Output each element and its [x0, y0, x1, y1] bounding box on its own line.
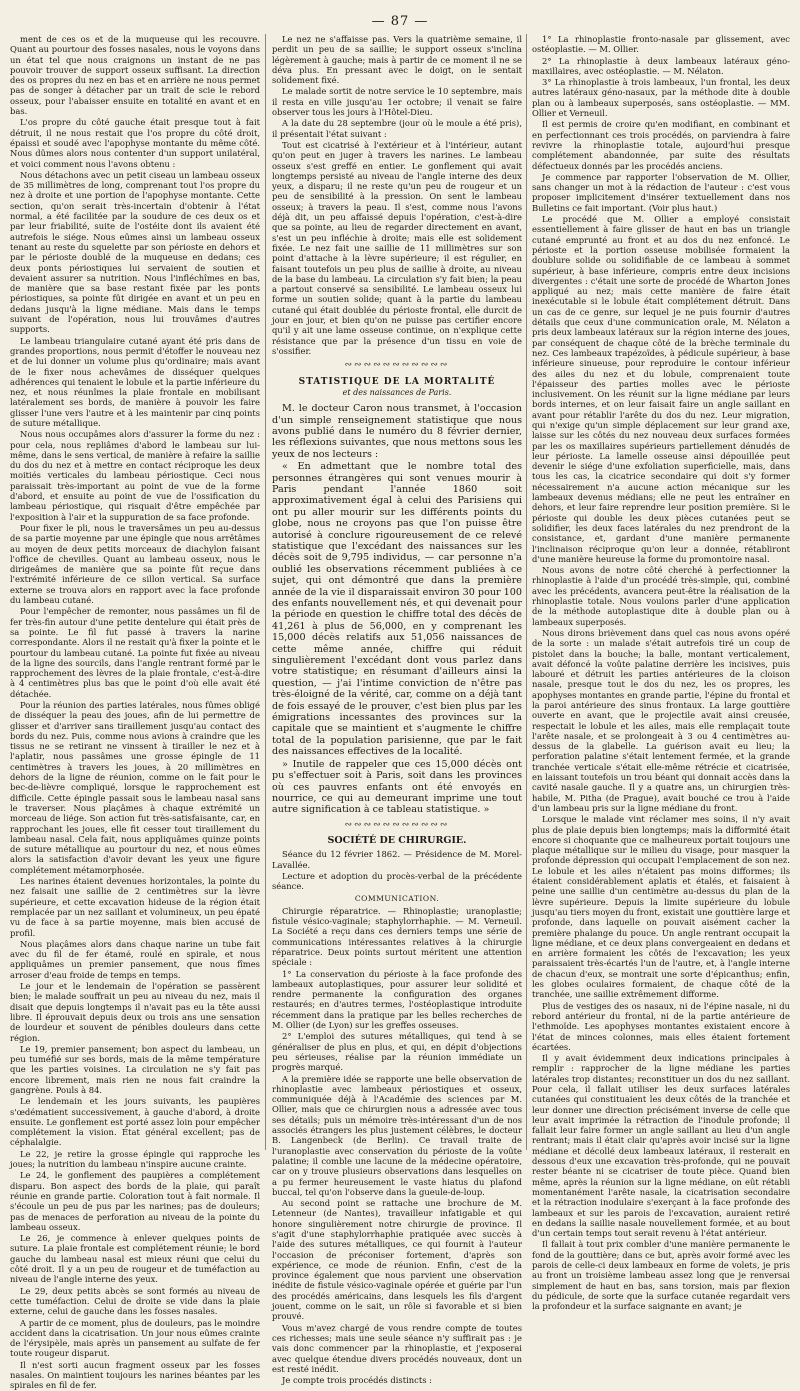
paragraph: Il est permis de croire qu'en modifiant, en combinant et en perfectionnant ces trois procédés, on parviendra à faire revivre la rhinoplastie totale, aujourd'hui presque complétement abandonnée, par suite des résultats défectueux donnés par les procédés anciens.	[532, 119, 790, 171]
paragraph: Le 22, je retire la grosse épingle qui rapproche les joues; la nutrition du lambeau n'inspire aucune crainte.	[10, 1148, 260, 1170]
session-line: Séance du 12 février 1862. — Présidence de M. Morel-Lavallée.	[272, 849, 522, 870]
paragraph: Le 29, deux petits abcès se sont formés au niveau de cette tuméfaction. Celui de droite se vide dans la plaie externe, celui de gauche dans les fosses nasales.	[10, 1285, 260, 1317]
paragraph: Vous m'avez chargé de vous rendre compte de toutes ces richesses; mais une seule séance n'y suffirait pas : je vais donc commencer par la rhinoplastie, et j'exposerai avec quelque étendue divers procédés nouveaux, dont un est resté inédit.	[272, 1322, 522, 1374]
paragraph: 1° La rhinoplastie fronto-nasale par glissement, avec ostéoplastie. — M. Ollier.	[532, 34, 790, 55]
paragraph: M. le docteur Caron nous transmet, à l'occasion d'un simple renseignement statistique que nous avons publié dans le numéro du 8 février dernier, les réflexions suivantes, que nous mettons sous les yeux de nos lecteurs :	[272, 403, 522, 460]
paragraph: Chirurgie réparatrice. — Rhinoplastie; uranoplastie; fistule vésico-vaginale; staphylorrhaphie. — M. Verneuil. La Société a reçu dans ces derniers temps une série de communications intéressantes relatives à la chirurgie réparatrice. Deux points surtout méritent une attention spéciale :	[272, 905, 522, 968]
paragraph: 2° La rhinoplastie à deux lambeaux latéraux géno-maxillaires, avec ostéoplastie. — M. Nélaton.	[532, 55, 790, 76]
paragraph: Je compte trois procédés distincts :	[282, 1375, 432, 1386]
communication-heading: COMMUNICATION.	[354, 893, 440, 903]
paragraph: Nous dirons brièvement dans quel cas nous avons opéré de la sorte : un malade s'était autrefois tiré un coup de pistolet dans la bouche; la balle, montant verticalement, avait défoncé la voûte palatine derrière les incisives, puis labouré et détruit les parties antérieures de la cloison nasale, presque tout le dos du nez, les os propres, les apophyses montantes en grande partie, l'épine du frontal et la paroi antérieure des sinus frontaux. La large gouttière ouverte en avant, que le projectile avait ainsi creusée, respectait le lobule et les ailes, mais elle remplaçait toute l'arête nasale, et se prolongeait à 3 ou 4 centimètres au-dessus de la glabelle. La guérison avait eu lieu; la perforation palatine s'était lentement fermée, et la grande tranchée verticale s'était elle-même rétrécie et cicatrisée, en laissant toutefois un trou béant qui donnait accès dans la cavité nasale gauche. Il y a quatre ans, un chirurgien très-habile, M. Pitha (de Prague), avait bouché ce trou à l'aide d'un lambeau pris sur la ligne médiane du front.	[532, 627, 790, 813]
paragraph: 1° La conservation du périoste à la face profonde des lambeaux autoplastiques, pour assurer leur solidité et rendre permanente la configuration des organes restaurés; en d'autres termes, l'ostéoplastique introduite récemment dans la pratique par les belles recherches de M. Ollier (de Lyon) sur les greffes osseuses.	[272, 968, 522, 1031]
paragraph: Nous avons de notre côté cherché à perfectionner la rhinoplastie à l'aide d'un procédé très-simple, qui, combiné avec les précédents, avancera peut-être la réalisation de la rhinoplastie totale. Nous voulons parler d'une application de la méthode autoplastique dite à double plan ou à lambeaux superposés.	[532, 565, 790, 627]
paragraph: Il n'est sorti aucun fragment osseux par les fosses nasales. On maintient toujours les narines béantes par les spirales en fil de fer.	[10, 1359, 260, 1391]
paragraph: » Inutile de rappeler que ces 15,000 décès ont pu s'effectuer soit à Paris, soit dans les provinces où ces pauvres enfants ont été envoyés en nourrice, ce qui au demeurant imprime une tout autre signification à ce tableau statistique. »	[272, 758, 522, 816]
section-ornament: ∾∾∾∾∾∾∾∾∾∾∾	[344, 360, 450, 371]
paragraph: Pour fixer le pli, nous le traversâmes un peu au-dessus de sa partie moyenne par une épingle que nous arrêtâmes au moyen de deux petits morceaux de diachylon faisant l'office de chevilles. Quant au lambeau osseux, nous le dirigeâmes de manière que sa pointe fût reçue dans l'extrémité inférieure de ce sillon vertical. Sa surface externe se trouva alors en rapport avec la face profonde du lambeau cutané.	[10, 522, 260, 606]
paragraph: Au second point se rattache une brochure de M. Letenneur (de Nantes), travailleur infatigable et qui honore singulièrement notre chirurgie de province. Il s'agit d'une staphylorrhaphie pratiquée avec succès à l'aide des sutures métalliques, ce qui fournit à l'auteur l'occasion de préconiser fortement, d'après son expérience, ce mode de réunion. Enfin, c'est de la province également que nous parvient une observation inédite de fistule vésico-vaginale opérée et guérie par l'un des procédés américains, dans lesquels les fils d'argent jouent, comme on le sait, un rôle si favorable et si bien prouvé.	[272, 1198, 522, 1322]
paragraph: 3° La rhinoplastie à trois lambeaux, l'un frontal, les deux autres latéraux géno-nasaux, par la méthode dite à double plan ou à lambeaux superposés, sans ostéoplastie. — MM. Ollier et Verneuil.	[532, 77, 790, 119]
paragraph: ment de ces os et de la muqueuse qui les recouvre. Quant au pourtour des fosses nasales, nous le voyons dans un état tel que nous craignons un instant de ne pas pouvoir trouver de support osseux suffisant. La direction des os propres du nez en bas et en arrière ne nous permet pas de songer à détacher par un trait de scie le rebord osseux, pour l'abaisser ensuite en totalité en avant et en bas.	[10, 34, 260, 117]
paragraph: Il fallait à tout prix combler d'une manière permanente le fond de la gouttière; dans ce but, après avoir formé avec les parois de celle-ci deux lambeaux en forme de volets, je pris au front un troisième lambeau assez long que je renversai simplement de haut en bas, sans torsion, mais par flexion du pédicule, de sorte que la surface cutanée regardait vers la profondeur et la surface saignante en avant; je	[532, 1239, 790, 1312]
paragraph: 2° L'emploi des sutures métalliques, qui tend à se généraliser de plus en plus, et qui, en dépit d'objections peu sérieuses, réalise par la réunion immédiate un progrès marqué.	[272, 1031, 522, 1073]
paragraph: Il y avait évidemment deux indications principales à remplir : rapprocher de la ligne médiane les parties latérales trop distantes; reconstituer un dos du nez saillant. Pour cela, il fallait utiliser les deux surfaces latérales cutanées qui constituaient les deux côtés de la tranchée et leur donner une direction précisément inverse de celle que leur avait imprimée la rétraction de l'inodule profonde; il fallait leur faire former un angle saillant au lieu d'un angle rentrant; mais il était clair qu'après avoir incisé sur la ligne médiane et décollé deux lambeaux latéraux, il resterait en dessous d'eux une excavation très-profonde, qui ne pouvait rester béante ni se cicatriser de toute pièce. Quand bien même, après la réunion sur la ligne médiane, on eût rétabli momentanément l'arête nasale, la cicatrisation secondaire et la rétraction inodulaire s'exerçant à la face profonde des lambeaux et sur les parois de l'excavation, auraient retiré en dedans la saillie nasale nouvellement formée, et au bout d'un certain temps tout serait revenu à l'état antérieur.	[532, 1053, 790, 1239]
page-number: — 87 —	[371, 14, 429, 29]
paragraph: A la première idée se rapporte une belle observation de rhinoplastie avec lambeaux périostiques et osseux, communiquée déjà à l'Académie des sciences par M. Ollier, mais que ce chirurgien nous a adressée avec tous ses détails; puis un mémoire très-intéressant d'un de nos associés étrangers les plus justement célèbres, le docteur B. Langenbeck (de Berlin). Ce travail traite de l'uranoplastie avec conservation du périoste de la voûte palatine; il comble une lacune de la médecine opératoire, car on y trouve plusieurs observations dans lesquelles on a pu fermer heureusement le vaste hiatus du plafond buccal, tel qu'on l'observe dans la gueule-de-loup.	[272, 1073, 522, 1197]
paragraph: Le procédé que M. Ollier a employé consistait essentiellement à faire glisser de haut en bas un triangle cutané emprunté au front et au dos du nez enfoncé. Le périoste et la portion osseuse mobilisée formaient la doublure solide ou solidifiable de ce lambeau à sommet supérieur, à base inférieure, compris entre deux incisions divergentes : c'était une sorte de procédé de Wharton Jones appliqué au nez; mais cette manière de faire était inexécutable si le lobule était complétement détruit. Dans un cas de ce genre, sur lequel je ne puis fournir d'autres détails que ceux d'une communication orale, M. Nélaton a pris deux lambeaux latéraux sur la région interne des joues, par conséquent de chaque côté de la brèche terminale du nez. Ces lambeaux trapézoïdes, à pédicule supérieur, à base inférieure sinueuse, pour reproduire le contour inférieur des ailes du nez et du lobule, comprenaient toute l'épaisseur des parties molles avec le périoste inclusivement. On les réunit sur la ligne médiane par leurs bords internes, et on leur faisait faire un angle saillant en avant pour rétablir l'arête du dos du nez. Leur migration, qui n'exige qu'un simple déplacement sur leur grand axe, laisse sur les côtés du nez nouveau deux surfaces formées par les os maxillaires supérieurs partiellement dénudés de leur périoste. La lamelle osseuse ainsi dépouillée peut devenir le siége d'une exfoliation superficielle, mais, dans tous les cas, la cicatrice secondaire qui doit s'y former nécessairement n'a aucune action mécanique sur les lambeaux devenus médians; elle ne peut les entraîner en dehors, et leur faire reprendre leur position première. Si le périoste qui double les deux pièces cutanées peut se solidifier, les deux faces latérales du nez prendront de la consistance, et, gardant d'une manière permanente l'inclinaison réciproque qu'on leur a donnée, rétabliront d'une manière heureuse la forme du promontoire nasal.	[532, 214, 790, 564]
paragraph: Je commence par rapporter l'observation de M. Ollier, sans changer un mot à la rédaction de l'auteur : c'est vous proposer implicitement d'insérer textuellement dans nos Bulletins ce fait important. (Voir plus haut.)	[532, 171, 790, 213]
section-heading-society: SOCIÉTÉ DE CHIRURGIE.	[327, 835, 467, 847]
paragraph: Nous plaçâmes alors dans chaque narine un tube fait avec du fil de fer étamé, roulé en spirale, et nous appliquâmes un premier pansement, que nous fîmes arroser d'eau froide de temps en temps.	[10, 938, 260, 980]
paragraph: Tout est cicatrisé à l'extérieur et à l'intérieur, autant qu'on peut en juger à travers les narines. Le lambeau osseux s'est greffé en entier. Le gonflement qui avait longtemps persisté au niveau de l'angle interne des deux yeux, a disparu; il ne reste qu'un peu de rougeur et un peu de sensibilité à la pression. On sent le lambeau osseux; à travers la peau. Il s'est, comme nous l'avons déjà dit, un peu affaissé depuis l'opération, c'est-à-dire que sa pointe, au lieu de regarder directement en avant, s'est un peu infléchie à droite; mais elle est solidement fixée. Le nez fait une saillie de 11 millimètres sur son point d'attache à la lèvre supérieure; il est régulier, en faisant toutefois un peu plus de saillie à droite, au niveau de la base du lambeau. La circulation s'y fait bien; la peau a partout conservé sa sensibilité. Le lambeau osseux lui forme un soutien solide; quant à la partie du lambeau cutané qui était doublée du périoste frontal, elle durcit de jour en jour, et bien qu'on ne puisse pas certifier encore qu'il y ait une lame osseuse continue, on n'explique cette résistance que par la présence d'un tissu en voie de s'ossifier.	[272, 139, 522, 356]
paragraph: Plus de vestiges des os nasaux, ni de l'épine nasale, ni du rebord antérieur du frontal, ni de la partie antérieure de l'ethmoïde. Les apophyses montantes existaient encore à l'état de minces colonnes, mais elles étaient fortement écartées.	[532, 1000, 790, 1052]
paragraph: Nous nous occupâmes alors d'assurer la forme du nez : pour cela, nous repliâmes d'abord le lambeau sur lui-même, dans le sens vertical, de manière à refaire la saillie du dos du nez et à mettre en contact réciproque les deux moitiés verticales du lambeau périostique. Ceci nous paraissait très-important au point de vue de la forme d'abord, et ensuite au point de vue de l'ossification du lambeau périostique, qui risquait d'être empêchée par l'exposition à l'air et la suppuration de sa face profonde.	[10, 429, 260, 522]
paragraph: Le 19, premier pansement; bon aspect du lambeau, un peu tuméfié sur ses bords, mais de la même température que les parties voisines. La circulation ne s'y fait pas encore librement, mais rien ne nous fait craindre la gangrène. Pouls à 84.	[10, 1043, 260, 1095]
column-rule	[265, 34, 266, 1150]
paragraph: Le 26, je commence à enlever quelques points de suture. La plaie frontale est complétement réunie; le bord gauche du lambeau nasal est mieux réuni que celui du côté droit. Il y a un peu de rougeur et de tuméfaction au niveau de l'angle interne des yeux.	[10, 1233, 260, 1285]
paragraph: A la date du 28 septembre (jour où le moule a été pris), il présentait l'état suivant :	[272, 118, 522, 139]
paragraph: Le nez ne s'affaisse pas. Vers la quatrième semaine, il perdit un peu de sa saillie; le support osseux s'inclina légèrement à gauche; mais à partir de ce moment il ne se déva plus. En pressant avec le doigt, on le sentait solidement fixé.	[272, 34, 522, 86]
paragraph: Nous détachons avec un petit ciseau un lambeau osseux de 35 millimètres de long, comprenant tout l'os propre du nez à droite et une portion de l'apophyse montante. Cette section, qu'on serait très-incertain d'obtenir à l'état normal, a été facilitée par la soudure de ces deux os et par leur friabilité, suite de l'ostéite dont ils avaient été autrefois le siége. Nous eûmes ainsi un lambeau osseux tenant au reste du squelette par son périoste en dehors et par le périoste doublé de la muqueuse en dedans; ces deux ponts périostiques lui servaient de soutien et devaient assurer sa nutrition. Nous l'infléchîmes en bas, de manière que sa base restant fixée par les ponts périostiques, sa pointe fût dirigée en avant et un peu en dedans jusqu'à la ligne médiane. Mais dans le temps suivant de l'opération, nous lui trouvâmes d'autres supports.	[10, 169, 260, 335]
paragraph: Pour l'empêcher de remonter, nous passâmes un fil de fer très-fin autour d'une petite dentelure qui était près de sa pointe. Le fil fut passé à travers la narine correspondante. Alors il ne restait qu'à fixer la pointe et le pourtour du lambeau cutané. La pointe fut fixée au niveau de la ligne des sourcils, dans l'angle rentrant formé par le rapprochement des lèvres de la plaie frontale, c'est-à-dire à 4 centimètres plus bas que le point d'où elle avait été détachée.	[10, 606, 260, 699]
paragraph: Lorsque le malade vint réclamer mes soins, il n'y avait plus de plaie depuis bien longtemps; mais la difformité était encore si choquante que ce malheureux portait toujours une plaque métallique sur le milieu du visage, pour masquer la profonde dépression qui occupait l'emplacement de son nez. Le lobule et les ailes n'étaient pas moins difformes; ils étaient considérablement aplatis et étalés, et faisaient à peine une saillie d'un centimètre au-dessus du plan de la lèvre supérieure. Depuis la limite supérieure du lobule jusqu'au tiers moyen du front, existait une gouttière large et profonde, dans laquelle on pouvait aisément cacher la première phalange du pouce. Un angle rentrant occupait la ligne médiane, et ce deux plans convergeaient en dedans et en arrière formaient les côtés de l'excavation; les yeux paraissaient très-écartés l'un de l'autre, et, à l'angle interne de chacun d'eux, se montrait une sorte d'épicanthus; enfin, les globes oculaires formaient, de chaque côté de la tranchée, une saillie extrêmement difforme.	[532, 814, 790, 1000]
section-subheading: et des naissances de Paris.	[342, 387, 452, 397]
paragraph: Le malade sortit de notre service le 10 septembre, mais il resta en ville jusqu'au 1er octobre; il venait se faire observer tous les jours à l'Hôtel-Dieu.	[272, 86, 522, 118]
paragraph: A partir de ce moment, plus de douleurs, pas le moindre accident dans la cicatrisation. Un jour nous eûmes crainte de l'érysipèle, mais après un pansement au sulfate de fer toute rougeur disparut.	[10, 1317, 260, 1359]
paragraph: « En admettant que le nombre total des personnes étrangères qui sont venues mourir à Paris pendant l'année 1860 soit approximativement égal à celui des Parisiens qui ont pu aller mourir sur les différents points du globe, nous ne croyons pas que l'on puisse être autorisé à conclure rigoureusement de ce relevé statistique que l'excédant des naissances sur les décès soit de 9,795 individus, — car personne n'a oublié les observations récemment publiées à ce sujet, qui ont démontré que dans la première année de la vie il disparaissait environ 30 pour 100 des enfants nouvellement nés, et qui devenait pour la période en question le chiffre total des décès de 41,261 à plus de 56,000, en y comprenant les 15,000 décès relatifs aux 51,056 naissances de cette même année, chiffre qui réduit singulièrement l'excédant dont vous parlez dans votre statistique; en résumant d'ailleurs ainsi la question, — j'ai l'intime conviction de n'être pas très-éloigné de la vérité, car, comme on a déjà tant de fois essayé de le prouver, c'est bien plus par les émigrations incessantes des provinces sur la capitale que se maintient et s'augmente le chiffre total de la population parisienne, que par le fait des naissances effectives de la localité.	[272, 461, 522, 758]
paragraph: Lecture et adoption du procès-verbal de la précédente séance.	[272, 870, 522, 892]
paragraph: Le jour et le lendemain de l'opération se passèrent bien; le malade souffrait un peu au niveau du nez, mais il disait que depuis longtemps il n'avait pas eu la tête aussi libre. Il éprouvait depuis deux ou trois ans une sensation de lourdeur et souvent de pénibles douleurs dans cette région.	[10, 981, 260, 1043]
paragraph: Pour la réunion des parties latérales, nous fûmes obligé de disséquer la peau des joues, afin de lui permettre de glisser et d'arriver sans tiraillement jusqu'au contact des bords du nez. Puis, comme nous avions à craindre que les tissus ne se retirant ne vinssent à tirailler le nez et à l'aplatir, nous passâmes une grosse épingle de 11 centimètres à travers les joues, à 20 millimètres en dehors de la ligne de réunion, comme on le fait pour le bec-de-lièvre compliqué, lorsque le rapprochement est difficile. Cette épingle passait sous le lambeau nasal sans le traverser. Nous plaçâmes à chaque extrémité un morceau de liége. Son action fut très-satisfaisante, car, en rapprochant les joues, elle fit cesser tout tiraillement du lambeau nasal. Cela fait, nous appliquâmes quinze points de suture métallique au pourtour du nez, et nous eûmes alors la satisfaction d'avoir devant les yeux une figure complétement métamorphosée.	[10, 700, 260, 875]
section-heading-statistics: STATISTIQUE DE LA MORTALITÉ	[298, 376, 496, 387]
paragraph: Le lendemain et les jours suivants, les paupières s'œdématient successivement, à gauche d'abord, à droite ensuite. Le gonflement est porté assez loin pour empêcher complétement la vision. État général excellent; pas de céphalalgie.	[10, 1096, 260, 1148]
paragraph: Le 24, le gonflement des paupières a complétement disparu. Bon aspect des bords de la plaie, qui paraît réunie en grande partie. Coloration tout à fait normale. Il s'écoule un peu de pus par les narines; pas de douleurs; pas de menaces de perforation au niveau de la pointe du lambeau osseux.	[10, 1170, 260, 1232]
column-1	[10, 34, 260, 1391]
column-rule	[526, 34, 527, 1150]
paragraph: L'os propre du côté gauche était presque tout à fait détruit, il ne nous restait que l'os propre du côté droit, épaissi et soudé avec l'apophyse montante du même côté. Nous dûmes alors nous contenter d'un support unilatéral, et voici comment nous l'avons obtenu :	[10, 117, 260, 169]
column-2	[272, 34, 522, 1386]
paragraph: Le lambeau triangulaire cutané ayant été pris dans de grandes proportions, nous permit d'étoffer le nouveau nez et de lui donner un volume plus qu'ordinaire; mais avant de le fixer nous achevâmes de disséquer quelques adhérences qui tenaient le lobule et la partie inférieure du nez, et nous réunîmes la plaie frontale en mobilisant latéralement ses bords, de manière à pouvoir les faire glisser l'une vers l'autre et à les maintenir par cinq points de suture métallique.	[10, 335, 260, 428]
paragraph: Les narines étaient devenues horizontales, la pointe du nez faisait une saillie de 2 centimètres sur la lèvre supérieure, et cette excavation hideuse de la région était remplacée par un nez saillant et volumineux, un peu épaté vu de face à sa partie moyenne, mais bien accusé de profil.	[10, 876, 260, 938]
section-ornament: ∾∾∾∾∾∾∾∾∾∾∾	[344, 819, 450, 830]
column-3	[532, 34, 790, 1312]
